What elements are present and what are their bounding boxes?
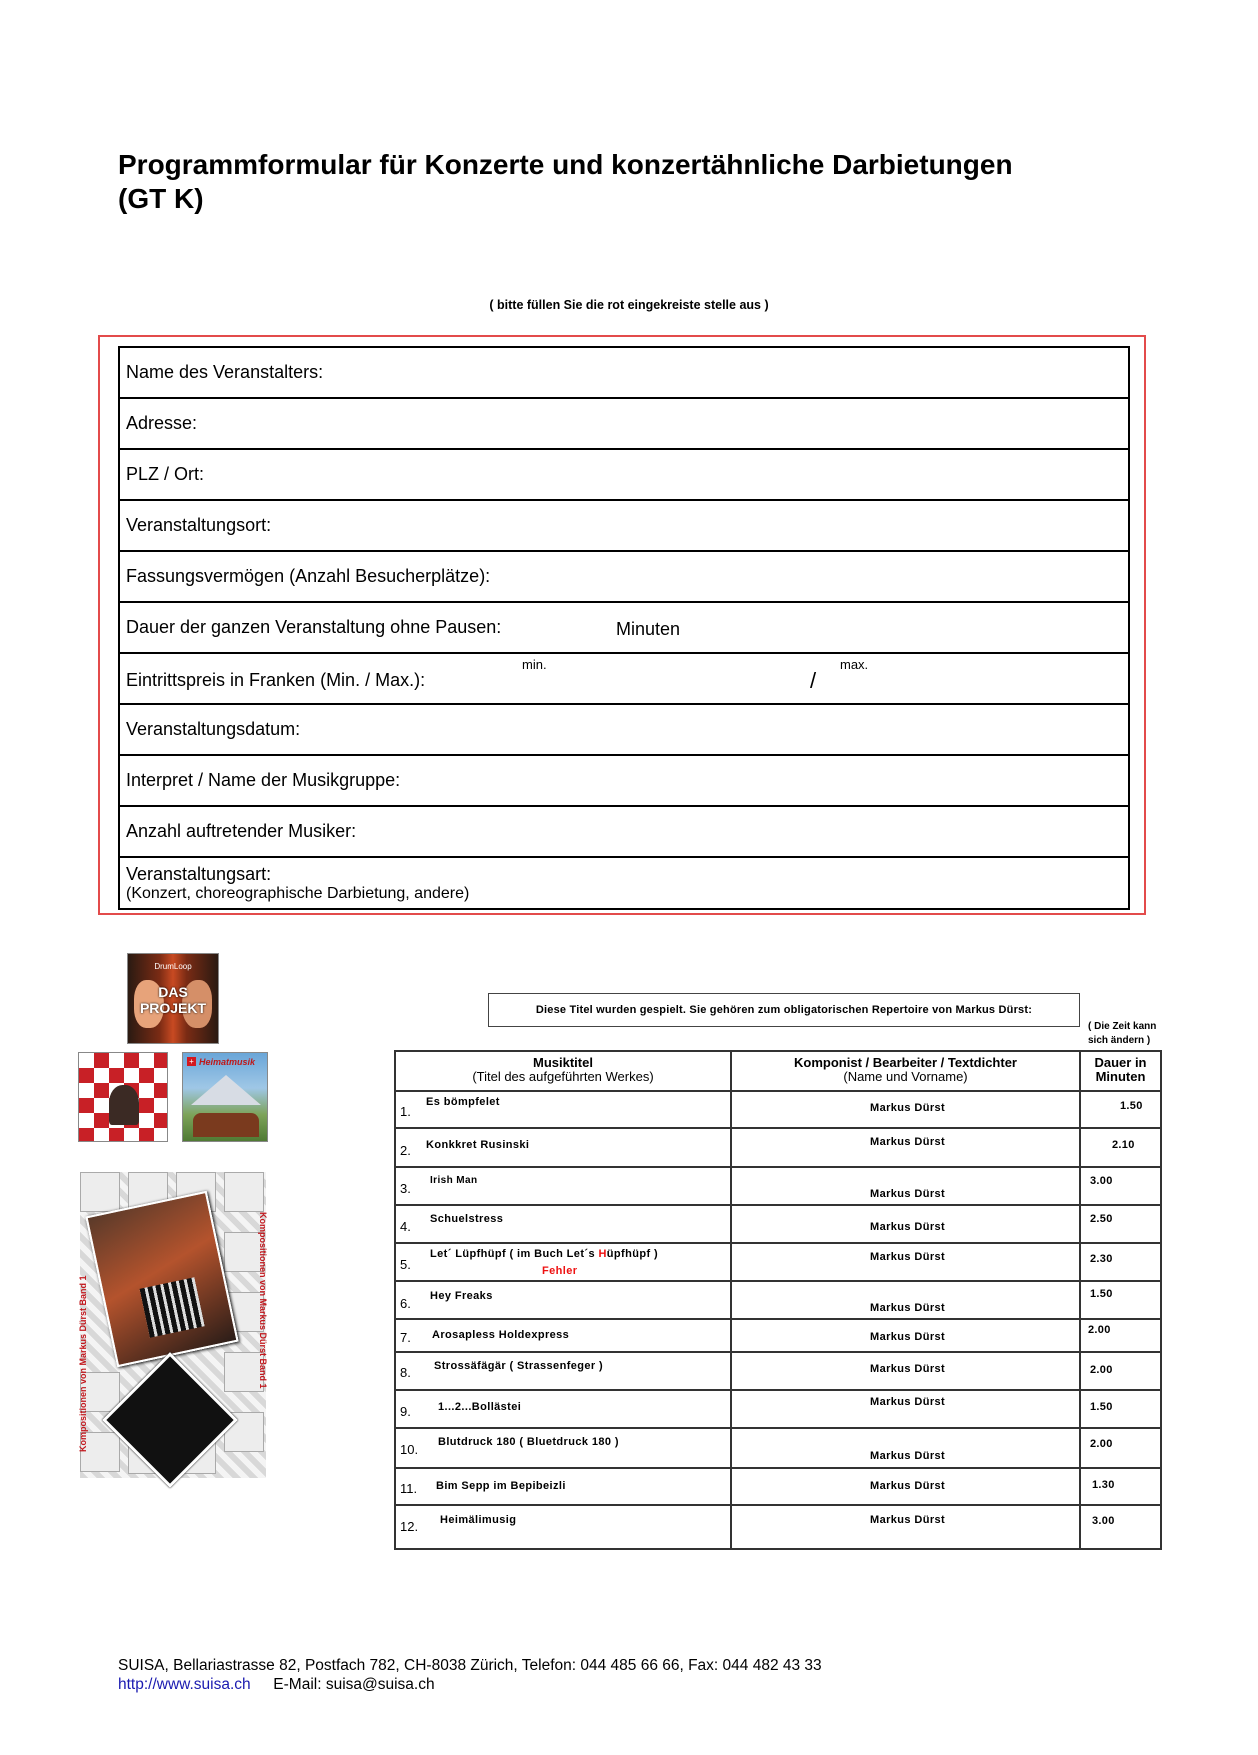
musician-figure (109, 1085, 139, 1125)
row-title: Arosapless Holdexpress (432, 1329, 570, 1341)
form-row-organizer[interactable] (120, 348, 1128, 399)
musicians-label: Anzahl auftretender Musiker: (126, 821, 357, 841)
table-row (396, 1129, 1160, 1168)
header-title (396, 1056, 730, 1084)
row-duration: 3.00 (1092, 1515, 1115, 1527)
price-max-label: max. (840, 657, 869, 672)
row-title: Bim Sepp im Bepibeizli (436, 1480, 566, 1492)
form-row-capacity[interactable] (120, 552, 1128, 603)
duration-label: Dauer der ganzen Veranstaltung ohne Pausen: (126, 617, 502, 637)
row-duration: 2.30 (1090, 1253, 1113, 1265)
form-row-date[interactable] (120, 705, 1128, 756)
row-duration: 2.00 (1090, 1364, 1113, 1376)
swiss-flag-icon: + (187, 1057, 196, 1066)
table-row (396, 1506, 1160, 1548)
price-min-label: min. (522, 657, 547, 672)
row-composer: Markus Dürst (870, 1188, 946, 1200)
row-composer: Markus Dürst (870, 1331, 946, 1343)
album-collage-accordion (80, 1172, 266, 1478)
repertoire-note: Diese Titel wurden gespielt. Sie gehören zum obligatorischen Repertoire von Markus Dürst: (488, 993, 1080, 1027)
table-row (396, 1282, 1160, 1320)
row-duration: 1.50 (1120, 1100, 1143, 1112)
row-title: 1...2...Bollästei (438, 1401, 522, 1413)
row-title: Hey Freaks (430, 1290, 493, 1302)
header-composer-sub: (Name und Vorname) (843, 1069, 968, 1084)
row-title: Irish Man (430, 1175, 478, 1186)
row-title: Let´ Lüpfhüpf ( im Buch Let´s Hüpfhüpf ) (430, 1248, 659, 1260)
footer (118, 1656, 822, 1694)
table-row (396, 1168, 1160, 1206)
title-line-1: Programmformular für Konzerte und konzertähnliche Darbietungen (118, 149, 1013, 180)
row-composer: Markus Dürst (870, 1136, 946, 1148)
header-duration-line-2: Minuten (1095, 1069, 1146, 1084)
row-composer: Markus Dürst (870, 1363, 946, 1375)
row-number: 11. (400, 1481, 418, 1496)
table-row (396, 1391, 1160, 1429)
row-number: 3. (400, 1181, 411, 1196)
title-line-2: (GT K) (118, 183, 204, 214)
accordion-logo-diamond (102, 1352, 238, 1488)
row-number: 8. (400, 1365, 411, 1380)
price-separator: / (810, 668, 817, 693)
row-composer: Markus Dürst (870, 1251, 946, 1263)
organizer-form (118, 346, 1130, 910)
accordion-player-photo (85, 1191, 238, 1367)
mountain-shape (191, 1075, 261, 1105)
header-duration (1081, 1056, 1160, 1084)
row-duration: 2.00 (1090, 1438, 1113, 1450)
row-composer: Markus Dürst (870, 1396, 946, 1408)
duration-unit: Minuten (616, 619, 681, 639)
form-row-performer[interactable] (120, 756, 1128, 807)
row-title: Es bömpfelet (426, 1096, 500, 1108)
row-number: 1. (400, 1104, 411, 1119)
row-number: 4. (400, 1219, 411, 1234)
event-type-label: Veranstaltungsart: (126, 864, 272, 884)
collage-side-text-left: Kompositionen von Markus Dürst Band 1 (78, 1275, 88, 1452)
header-title-main: Musiktitel (533, 1055, 593, 1070)
row-duration: 2.50 (1090, 1213, 1113, 1225)
time-note-line-2: sich ändern ) (1088, 1035, 1151, 1046)
row-composer: Markus Dürst (870, 1302, 946, 1314)
row-title: Blutdruck 180 ( Bluetdruck 180 ) (438, 1436, 619, 1448)
row-duration: 1.30 (1092, 1479, 1115, 1491)
time-note-line-1: ( Die Zeit kann (1088, 1021, 1157, 1032)
header-composer (732, 1056, 1079, 1084)
form-row-duration[interactable] (120, 603, 1128, 654)
address-label: Adresse: (126, 413, 198, 433)
album-cover-heimatmusik (182, 1052, 268, 1142)
error-note: Fehler (542, 1265, 578, 1277)
row-number: 7. (400, 1330, 411, 1345)
time-note (1088, 1020, 1156, 1048)
row-composer: Markus Dürst (870, 1102, 946, 1114)
row-title: Heimälimusig (440, 1514, 517, 1526)
footer-contact (118, 1675, 822, 1694)
album-cover-projekt (127, 953, 219, 1044)
table-row (396, 1090, 1160, 1129)
price-label: Eintrittspreis in Franken (Min. / Max.): (126, 670, 426, 690)
row-number: 6. (400, 1296, 411, 1311)
cover-title: DAS PROJEKT (139, 984, 207, 1016)
row-number: 9. (400, 1404, 411, 1419)
website-link[interactable]: http://www.suisa.ch (118, 1676, 251, 1693)
header-duration-line-1: Dauer in (1094, 1055, 1147, 1070)
row-title: Konkkret Rusinski (426, 1139, 530, 1151)
table-row (396, 1206, 1160, 1244)
form-row-price[interactable] (120, 654, 1128, 705)
band-figures (193, 1113, 259, 1137)
form-row-musicians[interactable] (120, 807, 1128, 858)
table-row (396, 1469, 1160, 1506)
organizer-label: Name des Veranstalters: (126, 362, 324, 382)
form-row-postcode[interactable] (120, 450, 1128, 501)
row-duration: 2.10 (1112, 1139, 1135, 1151)
row-duration: 1.50 (1090, 1288, 1113, 1300)
accordion-shape (140, 1277, 205, 1338)
row-number: 10. (400, 1442, 419, 1457)
event-type-hint: (Konzert, choreographische Darbietung, andere) (126, 885, 470, 902)
page-title (118, 148, 1013, 216)
form-row-event-type[interactable] (120, 858, 1128, 908)
table-header (396, 1052, 1160, 1092)
music-table (394, 1050, 1162, 1550)
table-row (396, 1429, 1160, 1469)
row-duration: 1.50 (1090, 1401, 1113, 1413)
cover-title: Heimatmusik (199, 1057, 256, 1067)
row-duration: 2.00 (1088, 1324, 1111, 1336)
cover-brand: DrumLoop (154, 962, 192, 971)
album-cover-red-checker (78, 1052, 168, 1142)
row-composer: Markus Dürst (870, 1514, 946, 1526)
instruction-text: ( bitte füllen Sie die rot eingekreiste stelle aus ) (489, 298, 769, 312)
row-number: 2. (400, 1143, 411, 1158)
form-row-venue[interactable] (120, 501, 1128, 552)
footer-address: SUISA, Bellariastrasse 82, Postfach 782, CH-8038 Zürich, Telefon: 044 485 66 66, Fax: 044 482 43 33 (118, 1657, 822, 1674)
row-composer: Markus Dürst (870, 1480, 946, 1492)
footer-email: E-Mail: suisa@suisa.ch (273, 1676, 435, 1693)
row-title: Strossäfägär ( Strassenfeger ) (434, 1360, 604, 1372)
date-label: Veranstaltungsdatum: (126, 719, 301, 739)
row-number: 5. (400, 1257, 411, 1272)
row-composer: Markus Dürst (870, 1221, 946, 1233)
header-title-sub: (Titel des aufgeführten Werkes) (472, 1069, 654, 1084)
collage-side-text-right: Kompositionen von Markus Dürst Band 1 (258, 1212, 268, 1389)
performer-label: Interpret / Name der Musikgruppe: (126, 770, 401, 790)
row-duration: 3.00 (1090, 1175, 1113, 1187)
row-composer: Markus Dürst (870, 1450, 946, 1462)
header-composer-main: Komponist / Bearbeiter / Textdichter (794, 1055, 1017, 1070)
venue-label: Veranstaltungsort: (126, 515, 272, 535)
row-title: Schuelstress (430, 1213, 504, 1225)
form-row-address[interactable] (120, 399, 1128, 450)
table-row (396, 1244, 1160, 1282)
capacity-label: Fassungsvermögen (Anzahl Besucherplätze): (126, 566, 491, 586)
table-row (396, 1353, 1160, 1391)
table-row (396, 1320, 1160, 1353)
row-number: 12. (400, 1519, 419, 1534)
postcode-label: PLZ / Ort: (126, 464, 205, 484)
